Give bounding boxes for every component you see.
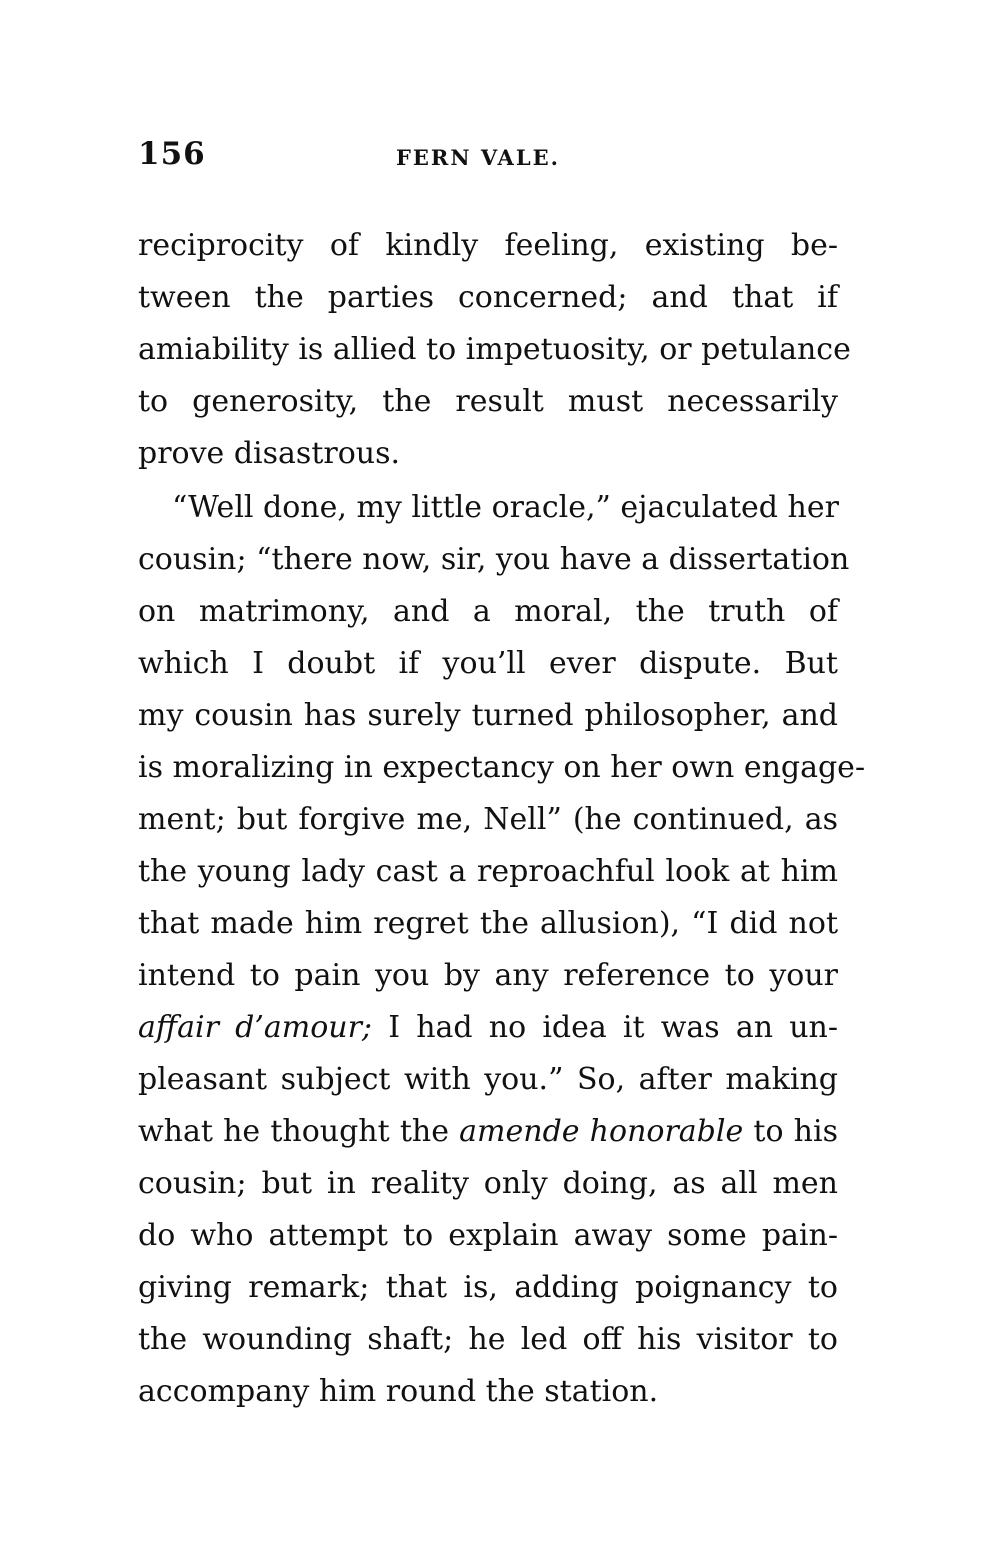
text-line: on matrimony, and a moral, the truth of xyxy=(138,594,838,629)
text-line: reciprocity of kindly feeling, existing be- xyxy=(138,228,838,263)
text-line: prove disastrous. xyxy=(138,436,401,471)
text-line: my cousin has surely turned philosopher, and xyxy=(138,698,838,733)
text-line: is moralizing in expectancy on her own engage- xyxy=(138,750,866,785)
text-line: do who attempt to explain away some pain- xyxy=(138,1218,838,1253)
text-line: cousin; but in reality only doing, as all men xyxy=(138,1166,838,1201)
text-line: ment; but forgive me, Nell” (he continued, as xyxy=(138,802,838,837)
page-number: 156 xyxy=(138,136,206,172)
text-line: pleasant subject with you.” So, after making xyxy=(138,1062,838,1097)
text-line: the wounding shaft; he led off his visitor to xyxy=(138,1322,838,1357)
text-line: the young lady cast a reproachful look at him xyxy=(138,854,838,889)
text-line: “Well done, my little oracle,” ejaculated her xyxy=(172,490,839,525)
text-line: tween the parties concerned; and that if xyxy=(138,280,838,315)
text-fragment: what he thought the xyxy=(138,1114,460,1149)
italic-phrase: amende honorable xyxy=(459,1114,744,1149)
text-fragment: I had no idea it was an un- xyxy=(372,1010,838,1045)
running-title: FERN VALE. xyxy=(396,145,560,170)
text-line: amiability is allied to impetuosity, or petulance xyxy=(138,332,851,367)
text-line: that made him regret the allusion), “I did not xyxy=(138,906,838,941)
text-line: giving remark; that is, adding poignancy to xyxy=(138,1270,838,1305)
text-fragment: to his xyxy=(743,1114,838,1149)
text-line: intend to pain you by any reference to your xyxy=(138,958,838,993)
italic-phrase: affair d’amour; xyxy=(138,1010,373,1045)
text-line-with-italic xyxy=(138,1002,838,1054)
page-header xyxy=(138,136,838,176)
text-line: accompany him round the station. xyxy=(138,1374,659,1409)
text-line: which I doubt if you’ll ever dispute. But xyxy=(138,646,838,681)
text-line: to generosity, the result must necessarily xyxy=(138,384,838,419)
text-line: cousin; “there now, sir, you have a dissertation xyxy=(138,542,850,577)
text-line-with-italic xyxy=(138,1106,838,1158)
body-text xyxy=(138,220,866,1418)
